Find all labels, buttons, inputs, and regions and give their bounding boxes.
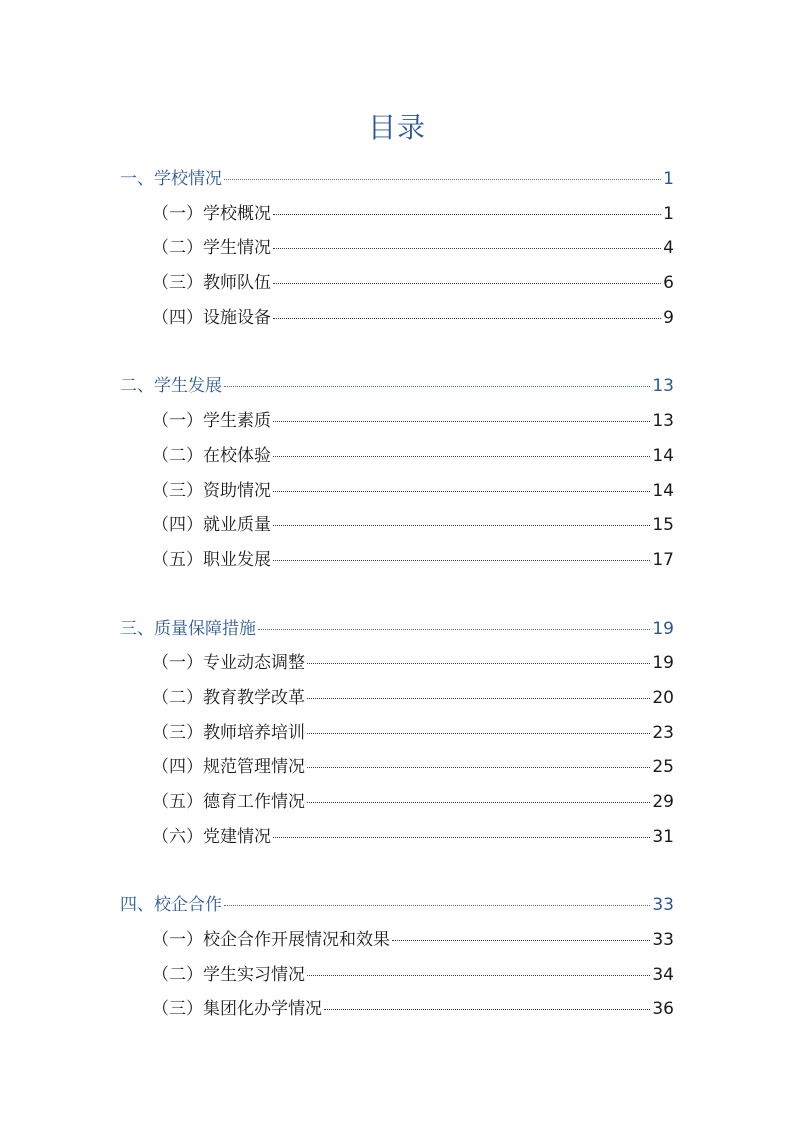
toc-list: [120, 162, 674, 1061]
toc-entry-label: （一）校企合作开展情况和效果: [152, 930, 390, 951]
toc-page-number: 20: [652, 687, 674, 708]
toc-entry-section[interactable]: [120, 439, 674, 474]
toc-entry-section[interactable]: [120, 681, 674, 716]
toc-entry-section[interactable]: [120, 785, 674, 820]
toc-entry-section[interactable]: [120, 646, 674, 681]
toc-title: 目录: [367, 111, 426, 144]
toc-entry-section[interactable]: [120, 508, 674, 543]
toc-entry-label: （四）就业质量: [152, 515, 271, 536]
dot-leader: [273, 559, 650, 561]
toc-entry-label: （二）学生实习情况: [152, 964, 305, 985]
toc-page-number: 33: [652, 895, 674, 916]
toc-page-number: 33: [652, 930, 674, 951]
toc-entry-chapter[interactable]: [120, 888, 674, 923]
toc-page-number: 36: [652, 999, 674, 1020]
dot-leader: [273, 524, 650, 526]
toc-page-number: 31: [652, 826, 674, 847]
toc-chapter-3: [120, 612, 674, 855]
toc-page-number: 14: [652, 445, 674, 466]
dot-leader: [273, 490, 650, 492]
dot-leader: [273, 282, 661, 284]
toc-page-number: 14: [652, 480, 674, 501]
dot-leader: [307, 662, 650, 664]
toc-page-number: 19: [652, 618, 674, 639]
toc-entry-section[interactable]: [120, 992, 674, 1027]
toc-entry-label: （三）集团化办学情况: [152, 999, 322, 1020]
dot-leader: [273, 247, 661, 249]
toc-entry-label: （三）教师队伍: [152, 273, 271, 294]
toc-entry-section[interactable]: [120, 474, 674, 509]
toc-entry-section[interactable]: [120, 716, 674, 751]
toc-entry-section[interactable]: [120, 197, 674, 232]
toc-entry-chapter[interactable]: [120, 612, 674, 647]
toc-entry-label: 一、学校情况: [120, 169, 222, 189]
dot-leader: [307, 697, 650, 699]
dot-leader: [307, 974, 650, 976]
dot-leader: [392, 939, 650, 941]
toc-page-number: 1: [663, 169, 674, 189]
toc-entry-label: （二）在校体验: [152, 445, 271, 466]
toc-page-number: 4: [663, 238, 674, 259]
toc-page-number: 13: [652, 411, 674, 432]
toc-page-number: 17: [652, 549, 674, 570]
toc-entry-label: （三）资助情况: [152, 480, 271, 501]
toc-entry-section[interactable]: [120, 958, 674, 993]
dot-leader: [273, 455, 650, 457]
toc-entry-label: 三、质量保障措施: [120, 618, 256, 639]
toc-entry-label: （一）学校概况: [152, 203, 271, 224]
toc-entry-label: （二）教育教学改革: [152, 687, 305, 708]
toc-entry-label: （二）学生情况: [152, 238, 271, 259]
toc-entry-section[interactable]: [120, 266, 674, 301]
dot-leader: [224, 904, 650, 906]
toc-entry-label: 二、学生发展: [120, 376, 222, 397]
toc-entry-label: （三）教师培养培训: [152, 722, 305, 743]
toc-entry-label: （五）职业发展: [152, 549, 271, 570]
toc-page-number: 29: [652, 792, 674, 812]
toc-entry-label: 四、校企合作: [120, 895, 222, 916]
toc-entry-section[interactable]: [120, 923, 674, 958]
dot-leader: [273, 420, 650, 422]
toc-chapter-2: [120, 369, 674, 577]
toc-page-number: 34: [652, 964, 674, 985]
toc-entry-section[interactable]: [120, 404, 674, 439]
dot-leader: [273, 213, 661, 215]
toc-page-number: 25: [652, 757, 674, 778]
dot-leader: [273, 317, 661, 319]
dot-leader: [307, 732, 650, 734]
toc-entry-label: （五）德育工作情况: [152, 792, 305, 812]
toc-page-number: 9: [663, 307, 674, 328]
toc-page-number: 1: [663, 203, 674, 224]
dot-leader: [307, 801, 650, 803]
toc-entry-section[interactable]: [120, 231, 674, 266]
dot-leader: [224, 385, 650, 387]
dot-leader: [324, 1008, 650, 1010]
toc-entry-section[interactable]: [120, 750, 674, 785]
toc-page-number: 6: [663, 273, 674, 294]
dot-leader: [224, 178, 661, 180]
toc-entry-label: （四）规范管理情况: [152, 757, 305, 778]
toc-chapter-4: [120, 888, 674, 1027]
dot-leader: [258, 628, 650, 630]
toc-entry-label: （一）专业动态调整: [152, 653, 305, 674]
toc-page-number: 23: [652, 722, 674, 743]
toc-entry-section[interactable]: [120, 820, 674, 855]
dot-leader: [273, 836, 650, 838]
toc-page-number: 19: [652, 653, 674, 674]
toc-entry-chapter[interactable]: [120, 162, 674, 197]
toc-chapter-1: [120, 162, 674, 335]
toc-page-number: 15: [652, 515, 674, 536]
toc-entry-section[interactable]: [120, 543, 674, 578]
dot-leader: [307, 766, 650, 768]
toc-page-number: 13: [652, 376, 674, 397]
toc-entry-label: （一）学生素质: [152, 411, 271, 432]
toc-entry-label: （六）党建情况: [152, 826, 271, 847]
toc-entry-label: （四）设施设备: [152, 307, 271, 328]
toc-entry-chapter[interactable]: [120, 369, 674, 404]
toc-entry-section[interactable]: [120, 301, 674, 336]
